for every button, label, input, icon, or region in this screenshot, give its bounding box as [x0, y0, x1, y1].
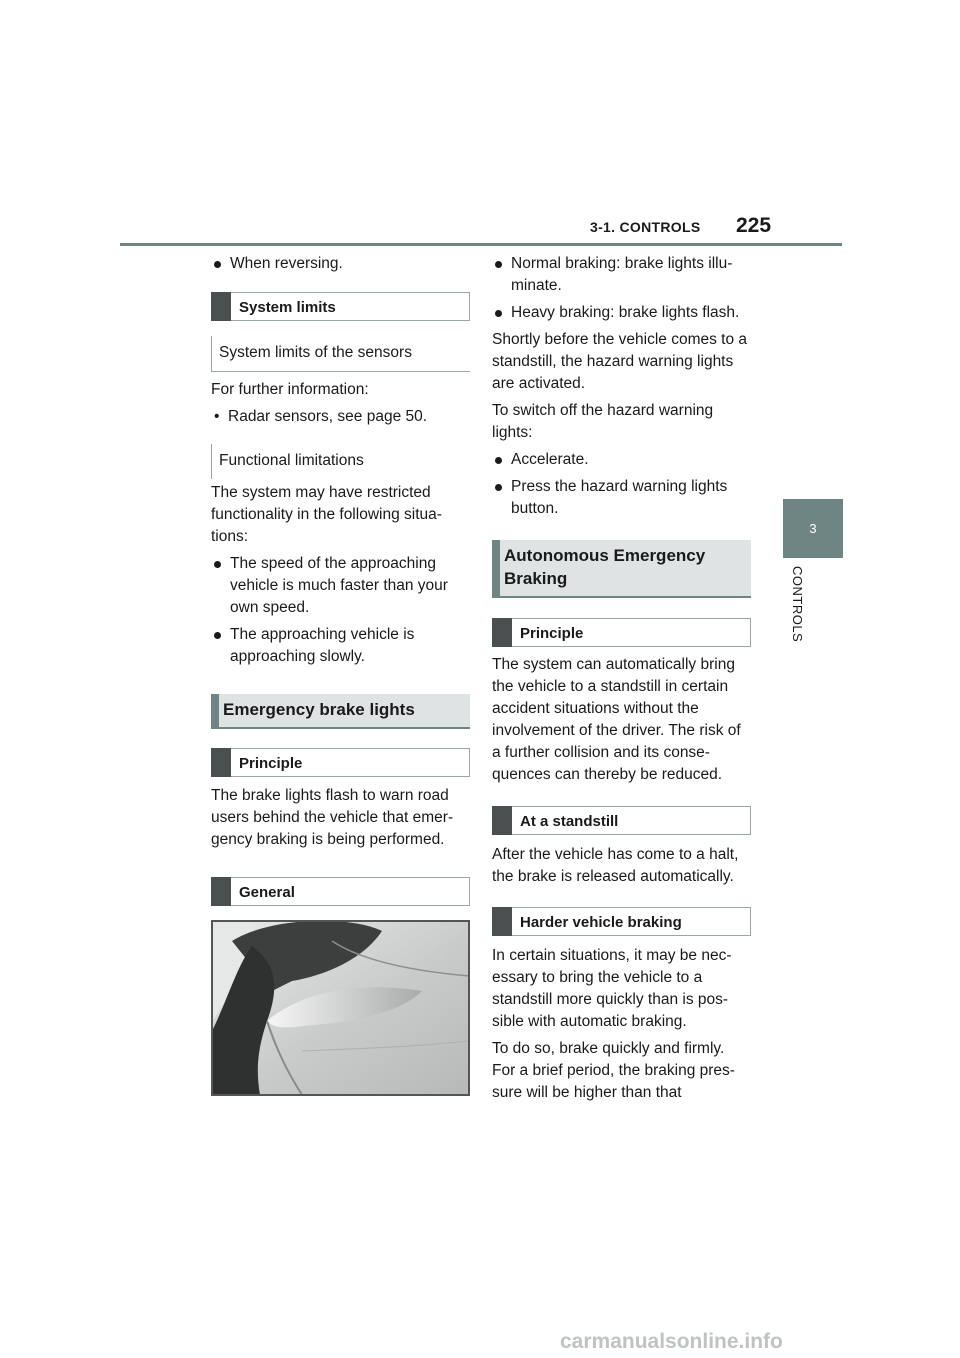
heading-bar [211, 877, 231, 906]
header-rule [120, 243, 842, 246]
standstill-text: Shortly before the vehicle comes to a standstill, the hazard warning lights are activated. [492, 331, 748, 392]
bullet-item: When reversing. [211, 253, 470, 275]
heading-bar [211, 748, 231, 777]
bullet-item: Normal braking: brake lights illu-minate. [492, 253, 751, 297]
heading-bar [492, 540, 500, 598]
heading-bar [492, 618, 512, 647]
right-column [492, 253, 751, 1109]
emergency-brake-lights-heading [211, 694, 470, 729]
heading-text: Autonomous Emergency Braking [504, 546, 706, 588]
heading-bar [211, 292, 231, 321]
principle-text: The brake lights flash to warn road users behind the vehicle that emer-gency braking is being performed. [211, 787, 454, 848]
principle-heading [211, 748, 470, 777]
heading-text: Principle [239, 755, 303, 772]
functional-heading: Functional limitations [211, 444, 470, 479]
chapter-label [772, 566, 832, 656]
heading-bar [492, 907, 512, 936]
watermark: carmanualsonline.info [560, 1330, 783, 1353]
heading-text: Emergency brake lights [223, 700, 415, 719]
heading-text: System limits [239, 299, 336, 316]
vehicle-rear-illustration [212, 921, 469, 1095]
at-standstill-heading [492, 806, 751, 835]
principle-heading [492, 618, 751, 647]
heading-text: At a standstill [520, 813, 619, 830]
system-limits-heading [211, 292, 470, 321]
bullet-item: The approaching vehicle is approaching slowly. [211, 624, 470, 668]
left-column [211, 253, 470, 1096]
bullet-item: Press the hazard warning lights button. [492, 476, 751, 520]
vehicle-rear-figure [211, 920, 470, 1096]
chapter-number: 3 [809, 521, 817, 536]
list-item: • Radar sensors, see page 50. [211, 406, 470, 428]
bullet-item: Accelerate. [492, 449, 751, 471]
section-title: 3-1. CONTROLS [590, 219, 701, 235]
page-number: 225 [736, 214, 772, 237]
restricted-text: The system may have restricted functionality in the following situa-tions: [211, 484, 442, 545]
general-heading [211, 877, 470, 906]
further-info-text: For further information: [211, 381, 369, 398]
principle-text: The system can automatically bring the vehicle to a standstill in certain accident situations without the involvement of the driver. The risk of a further collision and its conse-quences can thereby be reduced. [492, 656, 741, 783]
harder-braking-heading [492, 907, 751, 936]
brake-text: To do so, brake quickly and firmly. For a brief period, the braking pres-sure will be higher than that [492, 1040, 735, 1101]
heading-bar [492, 806, 512, 835]
heading-bar [211, 694, 219, 729]
aeb-heading [492, 540, 751, 598]
bullet-item: The speed of the approaching vehicle is much faster than your own speed. [211, 553, 470, 619]
switch-off-text: To switch off the hazard warning lights: [492, 402, 714, 441]
sensors-heading: System limits of the sensors [211, 336, 470, 372]
chapter-tab[interactable] [783, 499, 843, 558]
harder-text: In certain situations, it may be nec-essary to bring the vehicle to a standstill more quickly than is pos-sible with automatic braking. [492, 947, 732, 1030]
heading-text: General [239, 884, 295, 901]
heading-text: Principle [520, 625, 584, 642]
bullet-item: Heavy braking: brake lights flash. [492, 302, 751, 324]
chapter-label-text: CONTROLS [790, 566, 805, 643]
heading-text: Harder vehicle braking [520, 914, 682, 931]
at-standstill-text: After the vehicle has come to a halt, the brake is released automatically. [492, 846, 739, 885]
